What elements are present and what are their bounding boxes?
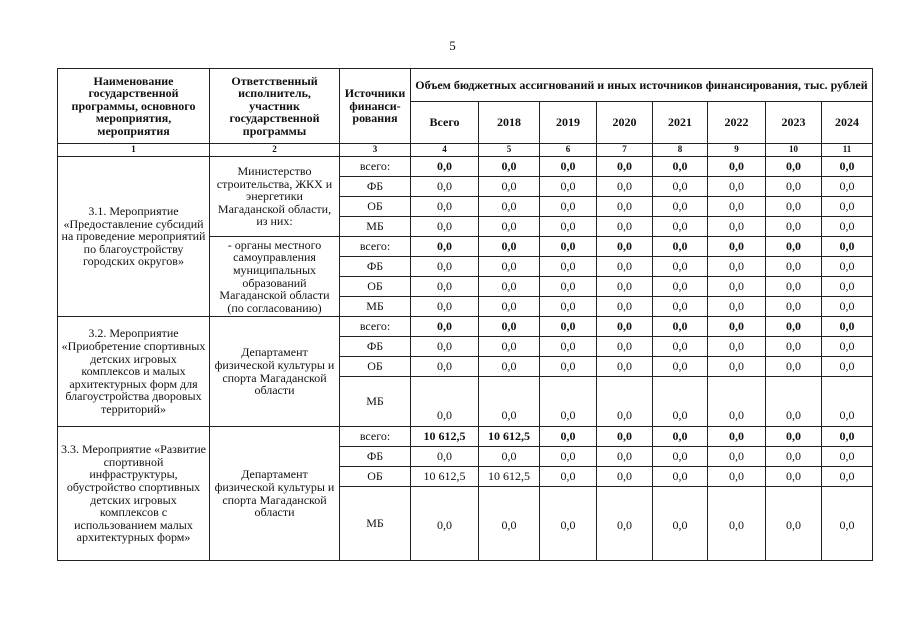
amount-cell: 0,0 xyxy=(653,357,708,377)
amount-cell: 0,0 xyxy=(597,177,653,197)
amount-cell: 0,0 xyxy=(708,217,766,237)
amount-cell: 0,0 xyxy=(708,337,766,357)
amount-cell: 0,0 xyxy=(653,297,708,317)
amount-cell: 0,0 xyxy=(766,487,822,561)
amount-cell: 0,0 xyxy=(766,447,822,467)
amount-cell: 0,0 xyxy=(708,277,766,297)
amount-cell: 0,0 xyxy=(540,447,597,467)
amount-cell: 0,0 xyxy=(597,377,653,427)
amount-cell: 0,0 xyxy=(653,277,708,297)
amount-cell: 0,0 xyxy=(597,217,653,237)
amount-cell: 0,0 xyxy=(597,487,653,561)
column-number: 5 xyxy=(479,144,540,157)
header-responsible: Ответственный исполнитель, участник государственной программы xyxy=(210,69,340,144)
amount-cell: 0,0 xyxy=(708,427,766,447)
amount-cell: 0,0 xyxy=(479,237,540,257)
amount-cell: 0,0 xyxy=(822,197,873,217)
table-row xyxy=(58,427,873,447)
amount-cell: 0,0 xyxy=(708,297,766,317)
amount-cell: 0,0 xyxy=(822,447,873,467)
amount-cell: 0,0 xyxy=(479,337,540,357)
funding-source: МБ xyxy=(340,487,411,561)
amount-cell: 0,0 xyxy=(822,157,873,177)
column-number: 11 xyxy=(822,144,873,157)
amount-cell: 0,0 xyxy=(540,217,597,237)
amount-cell: 0,0 xyxy=(479,297,540,317)
column-number: 4 xyxy=(411,144,479,157)
amount-cell: 0,0 xyxy=(540,157,597,177)
amount-cell: 0,0 xyxy=(766,217,822,237)
activity-name: 3.1. Мероприятие «Предоставление субсидий на проведение мероприятий по благоустройству городских округов» xyxy=(58,157,210,317)
amount-cell: 0,0 xyxy=(766,277,822,297)
amount-cell: 0,0 xyxy=(822,317,873,337)
page-number: 5 xyxy=(449,38,456,53)
amount-cell: 0,0 xyxy=(822,487,873,561)
amount-cell: 0,0 xyxy=(653,427,708,447)
amount-cell: 0,0 xyxy=(822,357,873,377)
amount-cell: 0,0 xyxy=(766,237,822,257)
amount-cell: 10 612,5 xyxy=(411,427,479,447)
amount-cell: 0,0 xyxy=(653,197,708,217)
header-year: 2021 xyxy=(653,102,708,144)
amount-cell: 0,0 xyxy=(766,297,822,317)
amount-cell: 0,0 xyxy=(653,467,708,487)
amount-cell: 0,0 xyxy=(822,257,873,277)
amount-cell: 0,0 xyxy=(766,157,822,177)
amount-cell: 0,0 xyxy=(653,337,708,357)
amount-cell: 0,0 xyxy=(411,157,479,177)
amount-cell: 0,0 xyxy=(479,487,540,561)
amount-cell: 0,0 xyxy=(540,487,597,561)
amount-cell: 0,0 xyxy=(411,337,479,357)
funding-source: ФБ xyxy=(340,337,411,357)
amount-cell: 0,0 xyxy=(766,467,822,487)
amount-cell: 0,0 xyxy=(479,177,540,197)
header-volume: Объем бюджетных ассигнований и иных источников финансирования, тыс. рублей xyxy=(411,69,873,102)
amount-cell: 0,0 xyxy=(597,257,653,277)
amount-cell: 0,0 xyxy=(653,217,708,237)
header-year: 2022 xyxy=(708,102,766,144)
amount-cell: 0,0 xyxy=(653,177,708,197)
amount-cell: 0,0 xyxy=(479,257,540,277)
amount-cell: 0,0 xyxy=(653,447,708,467)
amount-cell: 0,0 xyxy=(597,157,653,177)
amount-cell: 0,0 xyxy=(822,467,873,487)
amount-cell: 0,0 xyxy=(540,277,597,297)
activity-name: 3.2. Мероприятие «Приобретение спортивных детских игровых комплексов и малых архитектурных форм для благоустройства дворовых территорий» xyxy=(58,317,210,427)
amount-cell: 0,0 xyxy=(540,317,597,337)
amount-cell: 0,0 xyxy=(540,197,597,217)
amount-cell: 0,0 xyxy=(822,217,873,237)
amount-cell: 0,0 xyxy=(411,277,479,297)
amount-cell: 0,0 xyxy=(597,317,653,337)
amount-cell: 0,0 xyxy=(479,317,540,337)
budget-table xyxy=(57,68,873,561)
column-number-row xyxy=(58,144,873,157)
amount-cell: 0,0 xyxy=(540,467,597,487)
table-row xyxy=(58,157,873,177)
header-year: 2018 xyxy=(479,102,540,144)
amount-cell: 0,0 xyxy=(411,177,479,197)
amount-cell: 0,0 xyxy=(766,197,822,217)
funding-source: ФБ xyxy=(340,177,411,197)
amount-cell: 0,0 xyxy=(822,277,873,297)
table-row xyxy=(58,317,873,337)
table-body xyxy=(58,157,873,561)
amount-cell: 0,0 xyxy=(766,177,822,197)
amount-cell: 0,0 xyxy=(411,257,479,277)
amount-cell: 0,0 xyxy=(708,447,766,467)
amount-cell: 0,0 xyxy=(822,427,873,447)
header-year: 2020 xyxy=(597,102,653,144)
amount-cell: 0,0 xyxy=(708,357,766,377)
column-number: 7 xyxy=(597,144,653,157)
amount-cell: 0,0 xyxy=(411,237,479,257)
funding-source: ОБ xyxy=(340,467,411,487)
amount-cell: 0,0 xyxy=(540,337,597,357)
amount-cell: 0,0 xyxy=(766,317,822,337)
amount-cell: 0,0 xyxy=(708,257,766,277)
amount-cell: 0,0 xyxy=(597,427,653,447)
funding-source: всего: xyxy=(340,317,411,337)
amount-cell: 0,0 xyxy=(597,447,653,467)
amount-cell: 0,0 xyxy=(708,237,766,257)
column-number: 1 xyxy=(58,144,210,157)
funding-source: всего: xyxy=(340,237,411,257)
amount-cell: 0,0 xyxy=(597,197,653,217)
amount-cell: 0,0 xyxy=(653,157,708,177)
amount-cell: 0,0 xyxy=(822,297,873,317)
amount-cell: 0,0 xyxy=(822,377,873,427)
amount-cell: 0,0 xyxy=(822,237,873,257)
amount-cell: 0,0 xyxy=(479,357,540,377)
amount-cell: 0,0 xyxy=(653,377,708,427)
amount-cell: 0,0 xyxy=(597,357,653,377)
amount-cell: 0,0 xyxy=(708,157,766,177)
amount-cell: 0,0 xyxy=(597,237,653,257)
amount-cell: 0,0 xyxy=(540,257,597,277)
amount-cell: 0,0 xyxy=(479,277,540,297)
amount-cell: 0,0 xyxy=(597,467,653,487)
responsible-executor: Департамент физической культуры и спорта Магаданской области xyxy=(210,317,340,427)
amount-cell: 0,0 xyxy=(411,317,479,337)
amount-cell: 0,0 xyxy=(411,377,479,427)
amount-cell: 0,0 xyxy=(540,427,597,447)
amount-cell: 0,0 xyxy=(479,157,540,177)
funding-source: ОБ xyxy=(340,277,411,297)
column-number: 9 xyxy=(708,144,766,157)
column-number: 6 xyxy=(540,144,597,157)
amount-cell: 0,0 xyxy=(479,217,540,237)
amount-cell: 0,0 xyxy=(411,297,479,317)
amount-cell: 0,0 xyxy=(766,427,822,447)
funding-source: МБ xyxy=(340,297,411,317)
amount-cell: 0,0 xyxy=(708,487,766,561)
amount-cell: 0,0 xyxy=(411,197,479,217)
amount-cell: 0,0 xyxy=(540,297,597,317)
funding-source: всего: xyxy=(340,157,411,177)
amount-cell: 0,0 xyxy=(653,317,708,337)
responsible-executor: - органы местного самоуправления муниципальных образований Магаданской области (по согласованию) xyxy=(210,237,340,317)
funding-source: ОБ xyxy=(340,197,411,217)
amount-cell: 0,0 xyxy=(597,277,653,297)
amount-cell: 0,0 xyxy=(708,197,766,217)
column-number: 10 xyxy=(766,144,822,157)
amount-cell: 0,0 xyxy=(540,237,597,257)
amount-cell: 0,0 xyxy=(411,217,479,237)
header-year: 2024 xyxy=(822,102,873,144)
funding-source: ФБ xyxy=(340,447,411,467)
amount-cell: 0,0 xyxy=(766,377,822,427)
amount-cell: 0,0 xyxy=(708,317,766,337)
amount-cell: 0,0 xyxy=(540,177,597,197)
amount-cell: 0,0 xyxy=(597,297,653,317)
amount-cell: 0,0 xyxy=(766,337,822,357)
funding-source: всего: xyxy=(340,427,411,447)
column-number: 3 xyxy=(340,144,411,157)
amount-cell: 0,0 xyxy=(708,377,766,427)
amount-cell: 0,0 xyxy=(708,467,766,487)
header-name: Наименование государственной программы, основного мероприятия, мероприятия xyxy=(58,69,210,144)
amount-cell: 0,0 xyxy=(822,337,873,357)
amount-cell: 0,0 xyxy=(653,237,708,257)
header-year: 2019 xyxy=(540,102,597,144)
amount-cell: 0,0 xyxy=(766,357,822,377)
amount-cell: 0,0 xyxy=(411,357,479,377)
amount-cell: 0,0 xyxy=(479,197,540,217)
amount-cell: 0,0 xyxy=(411,447,479,467)
amount-cell: 0,0 xyxy=(653,487,708,561)
header-sources: Источники финанси-рования xyxy=(340,69,411,144)
amount-cell: 0,0 xyxy=(479,447,540,467)
amount-cell: 10 612,5 xyxy=(479,427,540,447)
amount-cell: 0,0 xyxy=(766,257,822,277)
amount-cell: 0,0 xyxy=(479,377,540,427)
header-year: 2023 xyxy=(766,102,822,144)
header-year: Всего xyxy=(411,102,479,144)
amount-cell: 0,0 xyxy=(597,337,653,357)
funding-source: ФБ xyxy=(340,257,411,277)
responsible-executor: Министерство строительства, ЖКХ и энергетики Магаданской области, из них: xyxy=(210,157,340,237)
funding-source: ОБ xyxy=(340,357,411,377)
funding-source: МБ xyxy=(340,377,411,427)
amount-cell: 0,0 xyxy=(822,177,873,197)
column-number: 2 xyxy=(210,144,340,157)
amount-cell: 0,0 xyxy=(708,177,766,197)
column-number: 8 xyxy=(653,144,708,157)
amount-cell: 10 612,5 xyxy=(479,467,540,487)
funding-source: МБ xyxy=(340,217,411,237)
amount-cell: 10 612,5 xyxy=(411,467,479,487)
activity-name: 3.3. Мероприятие «Развитие спортивной инфраструктуры, обустройство спортивных детских игровых комплексов с использованием малых архитектурных форм» xyxy=(58,427,210,561)
amount-cell: 0,0 xyxy=(540,377,597,427)
amount-cell: 0,0 xyxy=(411,487,479,561)
amount-cell: 0,0 xyxy=(540,357,597,377)
responsible-executor: Департамент физической культуры и спорта Магаданской области xyxy=(210,427,340,561)
amount-cell: 0,0 xyxy=(653,257,708,277)
